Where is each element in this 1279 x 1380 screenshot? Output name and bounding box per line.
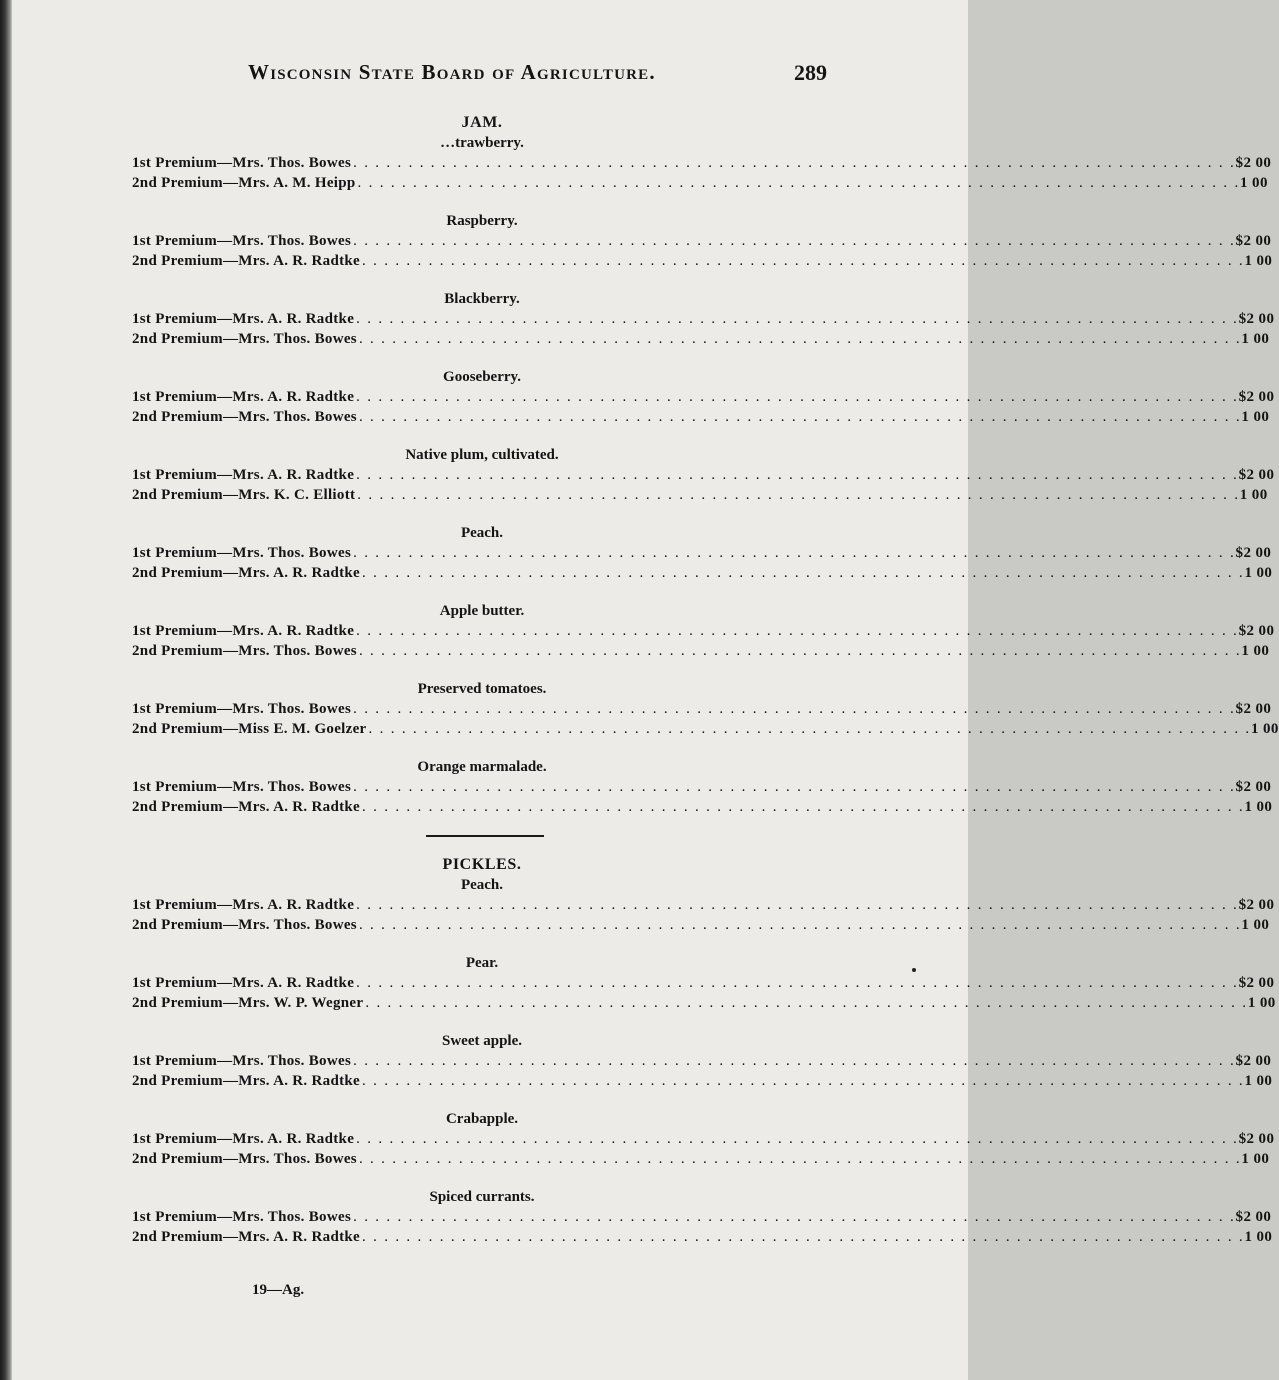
category-heading: …trawberry. bbox=[440, 135, 524, 151]
premium-group bbox=[132, 1187, 1273, 1247]
premium-amount: $2 00 bbox=[1238, 311, 1275, 327]
premium-winner: 2nd Premium—Miss E. M. Goelzer bbox=[132, 721, 367, 737]
premium-winner: 1st Premium—Mrs. Thos. Bowes bbox=[132, 1053, 352, 1069]
premium-winner: 1st Premium—Mrs. Thos. Bowes bbox=[132, 155, 352, 171]
premium-amount: $2 00 bbox=[1238, 975, 1275, 991]
page-number: 289 bbox=[794, 60, 827, 85]
premium-amount: $2 00 bbox=[1238, 467, 1275, 483]
premium-group bbox=[132, 679, 1279, 739]
premium-entry bbox=[132, 641, 1270, 661]
premium-entry bbox=[132, 231, 1272, 251]
premium-group bbox=[132, 133, 1272, 193]
category-heading: Blackberry. bbox=[444, 291, 520, 307]
dot-leader: . . . . . . . . . . . . . . . . . . . . . . . . . . . . . . . . . . . . . . . . . . . . . . . . . . . . . . . . . . . . . . . . . . . . . . . . . . . . . . . . bbox=[368, 721, 1251, 737]
premium-entry bbox=[132, 973, 1275, 993]
premium-winner: 1st Premium—Mrs. Thos. Bowes bbox=[132, 701, 352, 717]
dot-leader: . . . . . . . . . . . . . . . . . . . . . . . . . . . . . . . . . . . . . . . . . . . . . . . . . . . . . . . . . . . . . . . . . . . . . . . . . . . . . . . . bbox=[356, 975, 1239, 991]
premium-winner: 1st Premium—Mrs. A. R. Radtke bbox=[132, 467, 355, 483]
premium-winner: 2nd Premium—Mrs. A. R. Radtke bbox=[132, 1229, 361, 1245]
dot-leader: . . . . . . . . . . . . . . . . . . . . . . . . . . . . . . . . . . . . . . . . . . . . . . . . . . . . . . . . . . . . . . . . . . . . . . . . . . . . . . . . bbox=[356, 897, 1239, 913]
premium-amount: 1 00 bbox=[1241, 643, 1270, 659]
premium-amount: 1 00 bbox=[1244, 799, 1273, 815]
premium-group bbox=[132, 757, 1273, 817]
premium-group bbox=[132, 289, 1275, 349]
premium-winner: 2nd Premium—Mrs. Thos. Bowes bbox=[132, 643, 357, 659]
dot-leader: . . . . . . . . . . . . . . . . . . . . . . . . . . . . . . . . . . . . . . . . . . . . . . . . . . . . . . . . . . . . . . . . . . . . . . . . . . . . . . . . bbox=[362, 253, 1245, 269]
dot-leader: . . . . . . . . . . . . . . . . . . . . . . . . . . . . . . . . . . . . . . . . . . . . . . . . . . . . . . . . . . . . . . . . . . . . . . . . . . . . . . . . bbox=[365, 995, 1248, 1011]
section-heading: JAM. bbox=[461, 114, 503, 131]
premium-winner: 2nd Premium—Mrs. K. C. Elliott bbox=[132, 487, 356, 503]
premium-entry bbox=[132, 1129, 1275, 1149]
premium-entry bbox=[132, 915, 1270, 935]
dot-leader: . . . . . . . . . . . . . . . . . . . . . . . . . . . . . . . . . . . . . . . . . . . . . . . . . . . . . . . . . . . . . . . . . . . . . . . . . . . . . . . . bbox=[356, 1131, 1239, 1147]
dot-leader: . . . . . . . . . . . . . . . . . . . . . . . . . . . . . . . . . . . . . . . . . . . . . . . . . . . . . . . . . . . . . . . . . . . . . . . . . . . . . . . . bbox=[353, 155, 1236, 171]
dot-leader: . . . . . . . . . . . . . . . . . . . . . . . . . . . . . . . . . . . . . . . . . . . . . . . . . . . . . . . . . . . . . . . . . . . . . . . . . . . . . . . . bbox=[356, 389, 1239, 405]
premium-winner: 2nd Premium—Mrs. A. R. Radtke bbox=[132, 565, 361, 581]
premium-entry bbox=[132, 797, 1273, 817]
premium-entry bbox=[132, 173, 1268, 193]
premium-entry bbox=[132, 621, 1275, 641]
premium-winner: 2nd Premium—Mrs. A. R. Radtke bbox=[132, 799, 361, 815]
premium-entry bbox=[132, 1149, 1270, 1169]
dot-leader: . . . . . . . . . . . . . . . . . . . . . . . . . . . . . . . . . . . . . . . . . . . . . . . . . . . . . . . . . . . . . . . . . . . . . . . . . . . . . . . . bbox=[353, 1053, 1236, 1069]
premium-amount: 1 00 bbox=[1244, 253, 1273, 269]
dot-leader: . . . . . . . . . . . . . . . . . . . . . . . . . . . . . . . . . . . . . . . . . . . . . . . . . . . . . . . . . . . . . . . . . . . . . . . . . . . . . . . . bbox=[353, 233, 1236, 249]
premium-amount: $2 00 bbox=[1235, 779, 1272, 795]
premium-winner: 1st Premium—Mrs. Thos. Bowes bbox=[132, 545, 352, 561]
premium-list bbox=[132, 112, 1279, 1265]
scan-speck bbox=[912, 968, 916, 972]
premium-amount: 1 00 bbox=[1239, 487, 1268, 503]
premium-entry bbox=[132, 251, 1273, 271]
premium-entry bbox=[132, 993, 1276, 1013]
premium-amount: $2 00 bbox=[1235, 233, 1272, 249]
premium-entry bbox=[132, 387, 1275, 407]
premium-amount: 1 00 bbox=[1241, 917, 1270, 933]
scan-binding-edge bbox=[0, 0, 12, 1380]
premium-amount: $2 00 bbox=[1235, 155, 1272, 171]
premium-entry bbox=[132, 329, 1270, 349]
section-heading: PICKLES. bbox=[442, 856, 522, 873]
category-heading: Apple butter. bbox=[439, 603, 525, 619]
dot-leader: . . . . . . . . . . . . . . . . . . . . . . . . . . . . . . . . . . . . . . . . . . . . . . . . . . . . . . . . . . . . . . . . . . . . . . . . . . . . . . . . bbox=[353, 1209, 1236, 1225]
dot-leader: . . . . . . . . . . . . . . . . . . . . . . . . . . . . . . . . . . . . . . . . . . . . . . . . . . . . . . . . . . . . . . . . . . . . . . . . . . . . . . . . bbox=[353, 701, 1236, 717]
premium-amount: 1 00 bbox=[1241, 331, 1270, 347]
premium-amount: 1 00 bbox=[1244, 1229, 1273, 1245]
dot-leader: . . . . . . . . . . . . . . . . . . . . . . . . . . . . . . . . . . . . . . . . . . . . . . . . . . . . . . . . . . . . . . . . . . . . . . . . . . . . . . . . bbox=[357, 175, 1240, 191]
premium-winner: 1st Premium—Mrs. Thos. Bowes bbox=[132, 1209, 352, 1225]
premium-amount: $2 00 bbox=[1235, 701, 1272, 717]
premium-entry bbox=[132, 465, 1275, 485]
premium-amount: $2 00 bbox=[1235, 1053, 1272, 1069]
premium-winner: 1st Premium—Mrs. A. R. Radtke bbox=[132, 311, 355, 327]
category-heading: Preserved tomatoes. bbox=[417, 681, 547, 697]
premium-entry bbox=[132, 153, 1272, 173]
premium-entry bbox=[132, 719, 1279, 739]
category-heading: Crabapple. bbox=[445, 1111, 519, 1127]
premium-amount: $2 00 bbox=[1235, 545, 1272, 561]
category-heading: Peach. bbox=[460, 525, 504, 541]
running-head: Wisconsin State Board of Agriculture. bbox=[248, 60, 656, 84]
premium-amount: 1 00 bbox=[1241, 409, 1270, 425]
premium-entry bbox=[132, 1227, 1273, 1247]
premium-amount: 1 00 bbox=[1240, 175, 1268, 191]
premium-winner: 2nd Premium—Mrs. Thos. Bowes bbox=[132, 917, 357, 933]
premium-winner: 1st Premium—Mrs. Thos. Bowes bbox=[132, 233, 352, 249]
premium-winner: 1st Premium—Mrs. A. R. Radtke bbox=[132, 389, 355, 405]
premium-group bbox=[132, 445, 1275, 505]
premium-entry bbox=[132, 1051, 1272, 1071]
premium-group bbox=[132, 367, 1275, 427]
premium-winner: 1st Premium—Mrs. Thos. Bowes bbox=[132, 779, 352, 795]
premium-winner: 2nd Premium—Mrs. Thos. Bowes bbox=[132, 409, 357, 425]
dot-leader: . . . . . . . . . . . . . . . . . . . . . . . . . . . . . . . . . . . . . . . . . . . . . . . . . . . . . . . . . . . . . . . . . . . . . . . . . . . . . . . . bbox=[353, 779, 1236, 795]
premium-group bbox=[132, 953, 1276, 1013]
category-heading: Sweet apple. bbox=[442, 1033, 522, 1049]
premium-winner: 1st Premium—Mrs. A. R. Radtke bbox=[132, 623, 355, 639]
premium-amount: 1 00 bbox=[1244, 1073, 1273, 1089]
premium-amount: $2 00 bbox=[1238, 897, 1275, 913]
dot-leader: . . . . . . . . . . . . . . . . . . . . . . . . . . . . . . . . . . . . . . . . . . . . . . . . . . . . . . . . . . . . . . . . . . . . . . . . . . . . . . . . bbox=[362, 799, 1245, 815]
premium-amount: 1 00 bbox=[1247, 995, 1276, 1011]
premium-entry bbox=[132, 699, 1272, 719]
category-heading: Peach. bbox=[460, 877, 504, 893]
premium-group bbox=[132, 211, 1273, 271]
premium-amount: 1 00 bbox=[1250, 721, 1279, 737]
dot-leader: . . . . . . . . . . . . . . . . . . . . . . . . . . . . . . . . . . . . . . . . . . . . . . . . . . . . . . . . . . . . . . . . . . . . . . . . . . . . . . . . bbox=[357, 487, 1240, 503]
premium-winner: 2nd Premium—Mrs. A. M. Heipp bbox=[132, 175, 356, 191]
premium-entry bbox=[132, 543, 1272, 563]
premium-group bbox=[132, 1031, 1273, 1091]
premium-entry bbox=[132, 895, 1275, 915]
dot-leader: . . . . . . . . . . . . . . . . . . . . . . . . . . . . . . . . . . . . . . . . . . . . . . . . . . . . . . . . . . . . . . . . . . . . . . . . . . . . . . . . bbox=[356, 311, 1239, 327]
premium-group bbox=[132, 523, 1273, 583]
dot-leader: . . . . . . . . . . . . . . . . . . . . . . . . . . . . . . . . . . . . . . . . . . . . . . . . . . . . . . . . . . . . . . . . . . . . . . . . . . . . . . . . bbox=[362, 1229, 1245, 1245]
category-heading: Spiced currants. bbox=[429, 1189, 535, 1205]
premium-winner: 2nd Premium—Mrs. Thos. Bowes bbox=[132, 331, 357, 347]
premium-group bbox=[132, 601, 1275, 661]
premium-entry bbox=[132, 407, 1270, 427]
premium-winner: 2nd Premium—Mrs. W. P. Wegner bbox=[132, 995, 364, 1011]
premium-winner: 1st Premium—Mrs. A. R. Radtke bbox=[132, 975, 355, 991]
category-heading: Gooseberry. bbox=[443, 369, 521, 385]
premium-group bbox=[132, 875, 1275, 935]
premium-entry bbox=[132, 309, 1275, 329]
premium-entry bbox=[132, 563, 1273, 583]
dot-leader: . . . . . . . . . . . . . . . . . . . . . . . . . . . . . . . . . . . . . . . . . . . . . . . . . . . . . . . . . . . . . . . . . . . . . . . . . . . . . . . . bbox=[362, 1073, 1245, 1089]
section-divider bbox=[426, 835, 544, 837]
premium-entry bbox=[132, 777, 1272, 797]
premium-amount: $2 00 bbox=[1238, 389, 1275, 405]
dot-leader: . . . . . . . . . . . . . . . . . . . . . . . . . . . . . . . . . . . . . . . . . . . . . . . . . . . . . . . . . . . . . . . . . . . . . . . . . . . . . . . . bbox=[358, 331, 1242, 347]
dot-leader: . . . . . . . . . . . . . . . . . . . . . . . . . . . . . . . . . . . . . . . . . . . . . . . . . . . . . . . . . . . . . . . . . . . . . . . . . . . . . . . . bbox=[356, 623, 1239, 639]
document-page bbox=[12, 0, 1279, 1380]
dot-leader: . . . . . . . . . . . . . . . . . . . . . . . . . . . . . . . . . . . . . . . . . . . . . . . . . . . . . . . . . . . . . . . . . . . . . . . . . . . . . . . . bbox=[353, 545, 1236, 561]
premium-entry bbox=[132, 1071, 1273, 1091]
premium-amount: 1 00 bbox=[1244, 565, 1273, 581]
dot-leader: . . . . . . . . . . . . . . . . . . . . . . . . . . . . . . . . . . . . . . . . . . . . . . . . . . . . . . . . . . . . . . . . . . . . . . . . . . . . . . . . bbox=[358, 917, 1242, 933]
premium-winner: 2nd Premium—Mrs. Thos. Bowes bbox=[132, 1151, 357, 1167]
premium-winner: 1st Premium—Mrs. A. R. Radtke bbox=[132, 1131, 355, 1147]
dot-leader: . . . . . . . . . . . . . . . . . . . . . . . . . . . . . . . . . . . . . . . . . . . . . . . . . . . . . . . . . . . . . . . . . . . . . . . . . . . . . . . . bbox=[356, 467, 1239, 483]
premium-winner: 1st Premium—Mrs. A. R. Radtke bbox=[132, 897, 355, 913]
premium-amount: $2 00 bbox=[1238, 1131, 1275, 1147]
category-heading: Orange marmalade. bbox=[417, 759, 547, 775]
premium-entry bbox=[132, 485, 1268, 505]
premium-winner: 2nd Premium—Mrs. A. R. Radtke bbox=[132, 1073, 361, 1089]
dot-leader: . . . . . . . . . . . . . . . . . . . . . . . . . . . . . . . . . . . . . . . . . . . . . . . . . . . . . . . . . . . . . . . . . . . . . . . . . . . . . . . . bbox=[358, 643, 1242, 659]
premium-amount: $2 00 bbox=[1235, 1209, 1272, 1225]
signature-mark: 19—Ag. bbox=[252, 1282, 305, 1298]
dot-leader: . . . . . . . . . . . . . . . . . . . . . . . . . . . . . . . . . . . . . . . . . . . . . . . . . . . . . . . . . . . . . . . . . . . . . . . . . . . . . . . . bbox=[362, 565, 1245, 581]
premium-winner: 2nd Premium—Mrs. A. R. Radtke bbox=[132, 253, 361, 269]
category-heading: Raspberry. bbox=[446, 213, 518, 229]
dot-leader: . . . . . . . . . . . . . . . . . . . . . . . . . . . . . . . . . . . . . . . . . . . . . . . . . . . . . . . . . . . . . . . . . . . . . . . . . . . . . . . . bbox=[358, 1151, 1242, 1167]
premium-amount: $2 00 bbox=[1238, 623, 1275, 639]
category-heading: Pear. bbox=[465, 955, 499, 971]
premium-entry bbox=[132, 1207, 1272, 1227]
category-heading: Native plum, cultivated. bbox=[405, 447, 559, 463]
premium-amount: 1 00 bbox=[1241, 1151, 1270, 1167]
premium-group bbox=[132, 1109, 1275, 1169]
dot-leader: . . . . . . . . . . . . . . . . . . . . . . . . . . . . . . . . . . . . . . . . . . . . . . . . . . . . . . . . . . . . . . . . . . . . . . . . . . . . . . . . bbox=[358, 409, 1242, 425]
